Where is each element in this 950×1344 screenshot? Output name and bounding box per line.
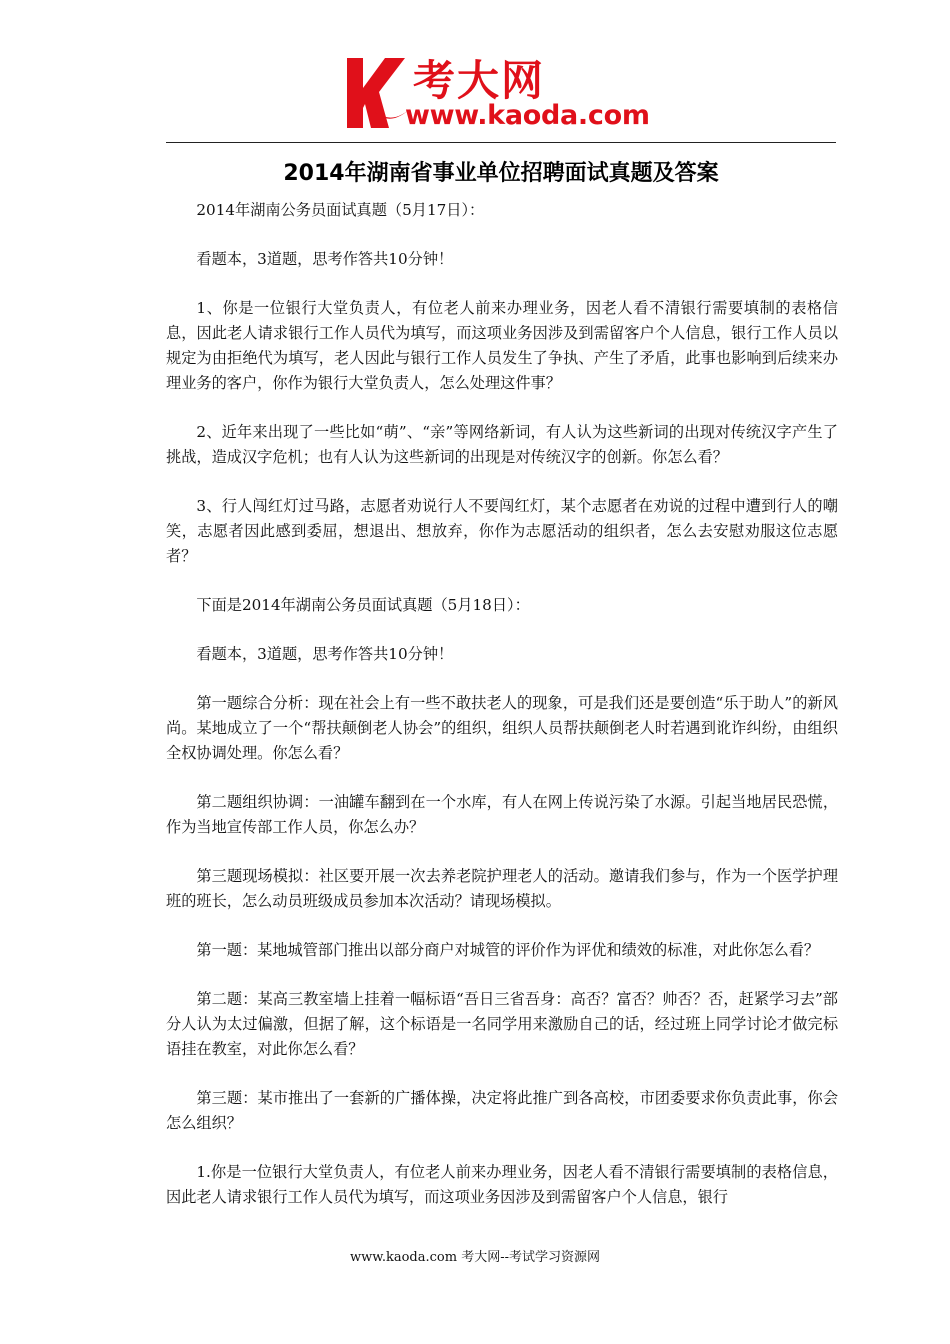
logo-url: www.kaoda.com <box>405 100 650 131</box>
document-body <box>166 198 838 1234</box>
paragraph: 第一题：某地城管部门推出以部分商户对城管的评价作为评优和绩效的标准，对此你怎么看？ <box>196 941 820 959</box>
page-title: 2014年湖南省事业单位招聘面试真题及答案 <box>283 161 719 186</box>
paragraph: 看题本，3道题，思考作答共10分钟！ <box>196 250 454 268</box>
paragraph: 看题本，3道题，思考作答共10分钟！ <box>196 645 454 663</box>
paragraph: 2014年湖南公务员面试真题（5月17日）： <box>196 201 485 219</box>
paragraph: 第三题：某市推出了一套新的广播体操，决定将此推广到各高校，市团委要求你负责此事，你会怎么组织？ <box>166 1089 838 1132</box>
kaoda-logo[interactable] <box>345 54 675 134</box>
paragraph: 第二题：某高三教室墙上挂着一幅标语“吾日三省吾身：高否？富否？帅否？否，赶紧学习去”部分人认为太过偏激，但据了解，这个标语是一名同学用来激励自己的话，经过班上同学讨论才做完标语挂在教室，对此你怎么看？ <box>166 990 838 1058</box>
page-footer: www.kaoda.com 考大网--考试学习资源网 <box>350 1250 600 1265</box>
paragraph: 3、行人闯红灯过马路，志愿者劝说行人不要闯红灯，某个志愿者在劝说的过程中遭到行人的嘲笑，志愿者因此感到委屈，想退出、想放弃，你作为志愿活动的组织者，怎么去安慰劝服这位志愿者？ <box>166 497 838 565</box>
paragraph: 第三题现场模拟：社区要开展一次去养老院护理老人的活动。邀请我们参与，作为一个医学护理班的班长，怎么动员班级成员参加本次活动？请现场模拟。 <box>166 867 838 910</box>
logo-text: 考大网 <box>413 56 546 105</box>
paragraph: 1、你是一位银行大堂负责人，有位老人前来办理业务，因老人看不清银行需要填制的表格信息，因此老人请求银行工作人员代为填写，而这项业务因涉及到需留客户个人信息，银行工作人员以规定为由拒绝代为填写，老人因此与银行工作人员发生了争执、产生了矛盾，此事也影响到后续来办理业务的客户，你作为银行大堂负责人，怎么处理这件事？ <box>166 299 838 392</box>
paragraph: 1.你是一位银行大堂负责人，有位老人前来办理业务，因老人看不清银行需要填制的表格信息，因此老人请求银行工作人员代为填写，而这项业务因涉及到需留客户个人信息，银行 <box>166 1163 838 1206</box>
paragraph: 2、近年来出现了一些比如“萌”、“亲”等网络新词，有人认为这些新词的出现对传统汉字产生了挑战，造成汉字危机；也有人认为这些新词的出现是对传统汉字的创新。你怎么看？ <box>166 423 838 466</box>
header-divider <box>166 142 836 143</box>
paragraph: 第一题综合分析：现在社会上有一些不敢扶老人的现象，可是我们还是要创造“乐于助人”的新风尚。某地成立了一个“帮扶颠倒老人协会”的组织，组织人员帮扶颠倒老人时若遇到讹诈纠纷，由组织全权协调处理。你怎么看？ <box>166 694 838 762</box>
paragraph: 下面是2014年湖南公务员面试真题（5月18日）： <box>196 596 530 614</box>
paragraph: 第二题组织协调：一油罐车翻到在一个水库，有人在网上传说污染了水源。引起当地居民恐慌，作为当地宣传部工作人员，你怎么办？ <box>166 793 838 836</box>
